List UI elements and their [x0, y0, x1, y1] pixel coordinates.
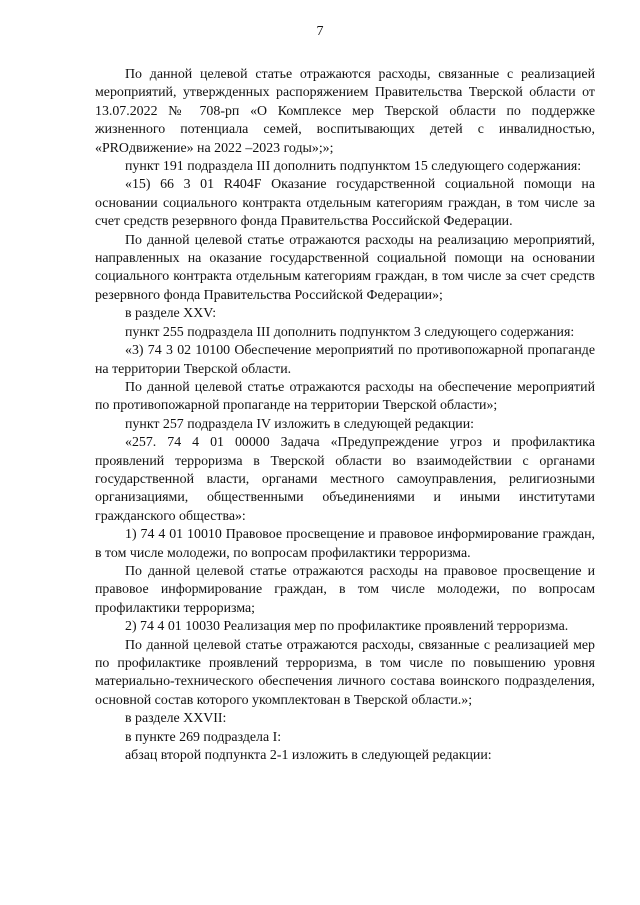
paragraph: «3) 74 3 02 10100 Обеспечение мероприятий по противопожарной пропаганде на территории Тверской области. [95, 343, 595, 377]
paragraph: пункт 191 подраздела III дополнить подпунктом 15 следующего содержания: [125, 159, 582, 175]
document-body [95, 66, 595, 765]
paragraph: По данной целевой статье отражаются расходы, связанные с реализацией мероприятий, утвержденных распоряжением Правительства Тверской области от 13.07.2022 № 708-рп «О Комплексе мер Тверской области по поддержке жизненного потенциала семей, воспитывающих детей с инвалидностью, «PROдвижение» на 2022 –2023 годы»;»; [95, 67, 595, 156]
paragraph: 2) 74 4 01 10030 Реализация мер по профилактике проявлений терроризма. [125, 619, 569, 635]
paragraph: в разделе XXV: [125, 306, 217, 322]
paragraph: По данной целевой статье отражаются расходы на реализацию мероприятий, направленных на оказание государственной социальной помощи на основании социального контракта отдельным категориям граждан, в том числе за счет средств резервного фонда Правительства Российской Федерации»; [95, 232, 595, 303]
paragraph: в разделе XXVII: [125, 711, 227, 727]
paragraph: абзац второй подпункта 2-1 изложить в следующей редакции: [125, 748, 492, 764]
paragraph: 1) 74 4 01 10010 Правовое просвещение и правовое информирование граждан, в том числе молодежи, по вопросам профилактики терроризма. [95, 527, 595, 561]
page-number: 7 [316, 24, 324, 39]
paragraph: «15) 66 3 01 R404F Оказание государственной социальной помощи на основании социального контракта отдельным категориям граждан, в том числе за счет средств резервного фонда Правительства Российской Федерации. [95, 177, 595, 230]
paragraph: в пункте 269 подраздела I: [125, 729, 282, 745]
paragraph: По данной целевой статье отражаются расходы на правовое просвещение и правовое информирование граждан, в том числе молодежи, по вопросам профилактики терроризма; [95, 563, 595, 616]
paragraph: пункт 255 подраздела III дополнить подпунктом 3 следующего содержания: [125, 324, 575, 340]
paragraph: «257. 74 4 01 00000 Задача «Предупреждение угроз и профилактика проявлений терроризма в Тверской области во взаимодействии с органами государственной власти, органами местного самоуправления, религиозными организациями, общественными объединениями и иными институтами гражданского общества»: [95, 435, 595, 524]
paragraph: По данной целевой статье отражаются расходы, связанные с реализацией мер по профилактике проявлений терроризма, в том числе по повышению уровня материально-технического обеспечения личного состава воинского подразделения, основной состав которого укомплектован в Тверской области.»; [95, 637, 595, 708]
paragraph: По данной целевой статье отражаются расходы на обеспечение мероприятий по противопожарной пропаганде на территории Тверской области»; [95, 379, 595, 414]
paragraph: пункт 257 подраздела IV изложить в следующей редакции: [125, 416, 475, 432]
